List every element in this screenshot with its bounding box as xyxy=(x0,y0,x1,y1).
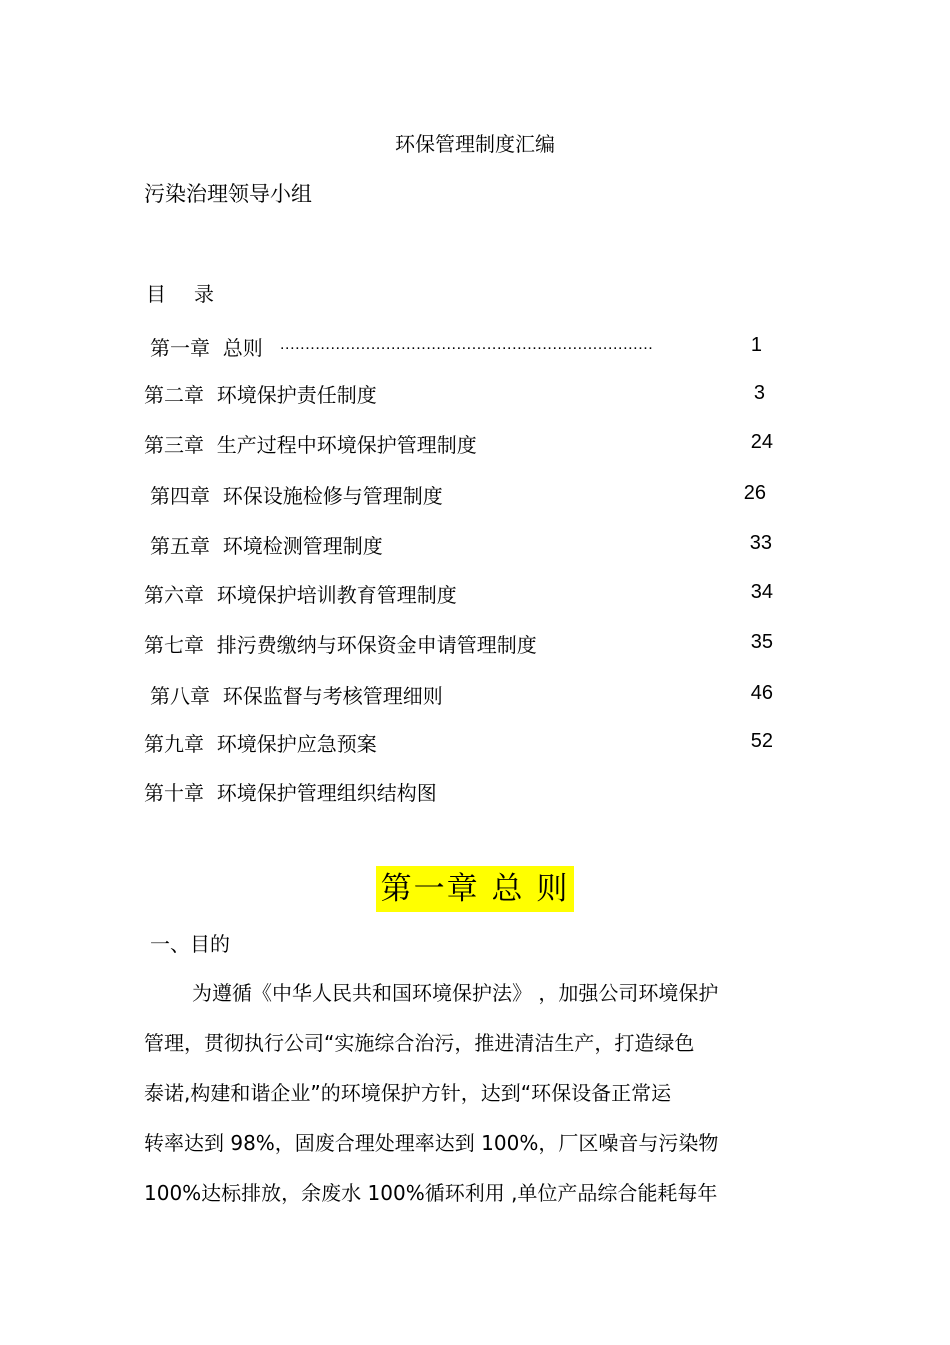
toc-page-number: 33 xyxy=(749,532,772,554)
toc-page-number: 52 xyxy=(750,730,773,752)
toc-page-number: 3 xyxy=(753,382,765,404)
toc-page-number: 24 xyxy=(750,431,773,453)
toc-entry-chapter-4 xyxy=(150,480,443,509)
toc-chapter-label: 第一章 xyxy=(150,336,210,360)
toc-page-number: 1 xyxy=(750,334,762,356)
toc-chapter-label: 第十章 xyxy=(144,781,204,805)
toc-entry-chapter-9 xyxy=(144,728,377,757)
toc-entry-chapter-8 xyxy=(150,680,443,709)
toc-entry-chapter-10 xyxy=(144,777,437,806)
toc-chapter-title: 环保监督与考核管理细则 xyxy=(222,684,443,708)
toc-chapter-title: 排污费缴纳与环保资金申请管理制度 xyxy=(216,633,537,657)
paragraph-line: 100%达标排放，余废水 100%循环利用 ,单位产品综合能耗每年 xyxy=(144,1181,718,1205)
toc-chapter-title: 环境保护应急预案 xyxy=(216,732,377,756)
organization-name: 污染治理领导小组 xyxy=(144,182,312,206)
toc-leader-dots: .......................................................................... xyxy=(280,336,654,353)
toc-chapter-title: 总则 xyxy=(222,336,263,360)
toc-chapter-title: 环保设施检修与管理制度 xyxy=(222,484,443,508)
toc-chapter-label: 第五章 xyxy=(150,534,210,558)
toc-chapter-title: 环境保护责任制度 xyxy=(216,383,377,407)
toc-entry-chapter-6 xyxy=(144,579,457,608)
paragraph-line: 管理，贯彻执行公司“实施综合治污，推进清洁生产，打造绿色 xyxy=(144,1031,695,1055)
section-heading: 一、目的 xyxy=(150,932,230,956)
toc-chapter-label: 第八章 xyxy=(150,684,210,708)
toc-chapter-label: 第七章 xyxy=(144,633,204,657)
paragraph-line: 为遵循《中华人民共和国环境保护法》 ，加强公司环境保护 xyxy=(192,981,719,1005)
toc-entry-chapter-5 xyxy=(150,530,383,559)
toc-chapter-label: 第六章 xyxy=(144,583,204,607)
toc-entry-chapter-2 xyxy=(144,379,377,408)
toc-entry-chapter-7 xyxy=(144,629,537,658)
toc-chapter-label: 第三章 xyxy=(144,433,204,457)
toc-entry-chapter-1 xyxy=(150,332,263,361)
paragraph-line: 泰诺,构建和谐企业”的环境保护方针，达到“环保设备正常运 xyxy=(144,1081,672,1105)
toc-page-number: 46 xyxy=(750,682,773,704)
toc-page-number: 35 xyxy=(750,631,773,653)
toc-heading: 目录 xyxy=(146,282,242,306)
toc-chapter-label: 第二章 xyxy=(144,383,204,407)
toc-page-number: 26 xyxy=(743,482,766,504)
document-title: 环保管理制度汇编 xyxy=(395,132,555,156)
toc-chapter-label: 第四章 xyxy=(150,484,210,508)
toc-chapter-title: 环境保护管理组织结构图 xyxy=(216,781,437,805)
toc-chapter-title: 生产过程中环境保护管理制度 xyxy=(216,433,477,457)
toc-entry-chapter-3 xyxy=(144,429,477,458)
toc-chapter-title: 环境保护培训教育管理制度 xyxy=(216,583,457,607)
chapter-title: 第一章 总 则 xyxy=(380,871,570,907)
toc-chapter-title: 环境检测管理制度 xyxy=(222,534,383,558)
paragraph-line: 转率达到 98%，固废合理处理率达到 100%，厂区噪音与污染物 xyxy=(144,1131,719,1155)
toc-page-number: 34 xyxy=(750,581,773,603)
toc-chapter-label: 第九章 xyxy=(144,732,204,756)
